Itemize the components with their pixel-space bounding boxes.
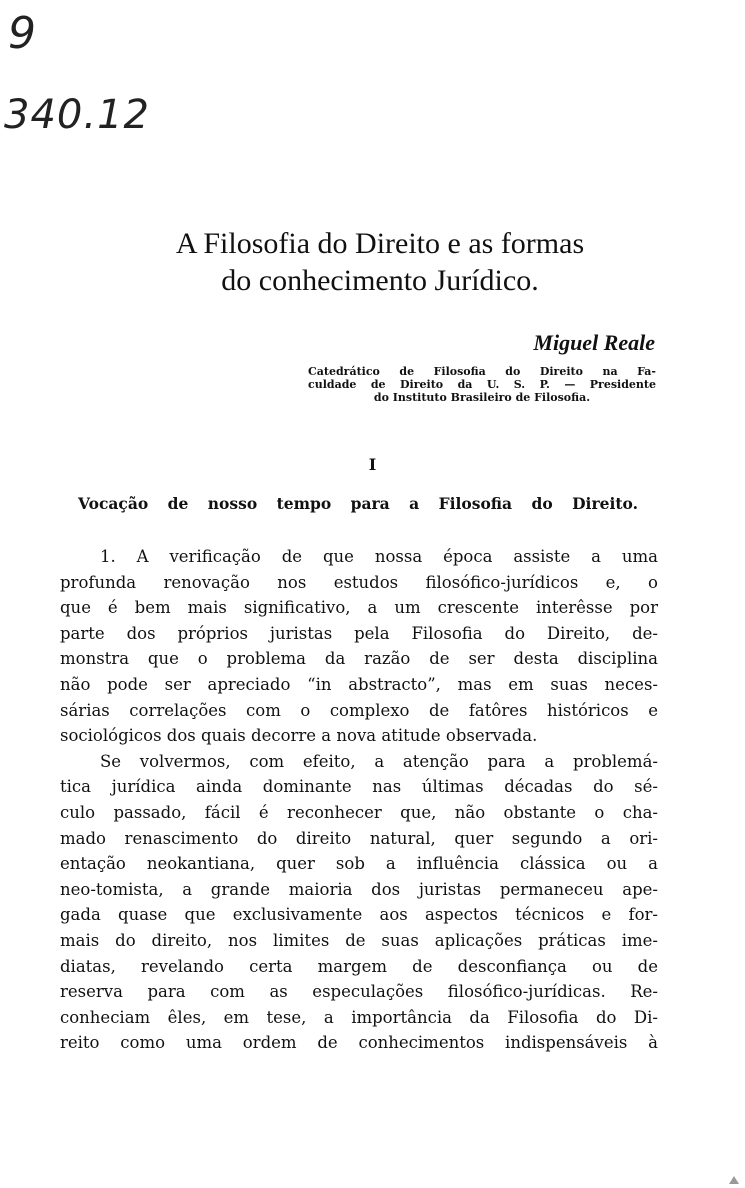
paragraph1-line: profunda renovação nos estudos filosófico-jurídicos e, o bbox=[60, 572, 658, 592]
paragraph1-line: monstra que o problema da razão de ser desta disciplina bbox=[60, 649, 658, 669]
affiliation-line: do Instituto Brasileiro de Filosofia. bbox=[373, 391, 591, 404]
author-name: Miguel Reale bbox=[533, 330, 655, 355]
scan-speck bbox=[729, 1176, 739, 1184]
paragraph2-line: mais do direito, nos limites de suas aplicações práticas ime- bbox=[60, 930, 658, 950]
paragraph2-line: reito como uma ordem de conhecimentos indispensáveis à bbox=[60, 1033, 658, 1053]
paragraph1-line: não pode ser apreciado “in abstracto”, mas em suas neces- bbox=[60, 674, 658, 694]
paragraph2-line: neo-tomista, a grande maioria dos juristas permaneceu ape- bbox=[60, 879, 658, 899]
handwritten-note-number: 9 bbox=[8, 8, 36, 59]
paragraph1-line: sociológicos dos quais decorre a nova atitude observada. bbox=[60, 726, 538, 746]
paragraph1-line: 1. A verificação de que nossa época assiste a uma bbox=[100, 547, 658, 566]
affiliation-line: culdade de Direito da U. S. P. — Presidente bbox=[308, 378, 656, 391]
paragraph1-line: que é bem mais significativo, a um crescente interêsse por bbox=[60, 598, 658, 618]
paragraph2-line: reserva para com as especulações filosófico-jurídicas. Re- bbox=[60, 982, 658, 1002]
paragraph2-line: gada quase que exclusivamente aos aspectos técnicos e for- bbox=[60, 905, 658, 925]
body-text bbox=[60, 544, 658, 1056]
paragraph2-line: culo passado, fácil é reconhecer que, não obstante o cha- bbox=[60, 802, 658, 822]
paragraph1-line: sárias correlações com o complexo de fatôres históricos e bbox=[60, 700, 658, 720]
affiliation-line: Catedrático de Filosofia do Direito na Fa- bbox=[308, 365, 656, 378]
paragraph2-line: tica jurídica ainda dominante nas últimas décadas do sé- bbox=[60, 777, 658, 797]
section-title: Vocação de nosso tempo para a Filosofia do Direito. bbox=[78, 494, 638, 513]
paragraph2-line: mado renascimento do direito natural, quer segundo a ori- bbox=[60, 828, 658, 848]
paragraph2-line: entação neokantiana, quer sob a influência clássica ou a bbox=[60, 854, 658, 874]
paragraph1-line: parte dos próprios juristas pela Filosofia do Direito, de- bbox=[60, 623, 658, 643]
paragraph2-line: diatas, revelando certa margem de desconfiança ou de bbox=[60, 956, 658, 976]
article-title bbox=[90, 225, 670, 299]
section-number: I bbox=[368, 455, 377, 474]
paragraph2-line: conheciam êles, em tese, a importância da Filosofia do Di- bbox=[60, 1007, 658, 1027]
title-line: A Filosofia do Direito e as formas bbox=[175, 227, 585, 260]
title-line: do conhecimento Jurídico. bbox=[221, 264, 539, 297]
paragraph2-line: Se volvermos, com efeito, a atenção para a problemá- bbox=[100, 751, 658, 771]
author-affiliation bbox=[308, 365, 656, 404]
handwritten-note-classification: 340.12 bbox=[4, 92, 150, 138]
